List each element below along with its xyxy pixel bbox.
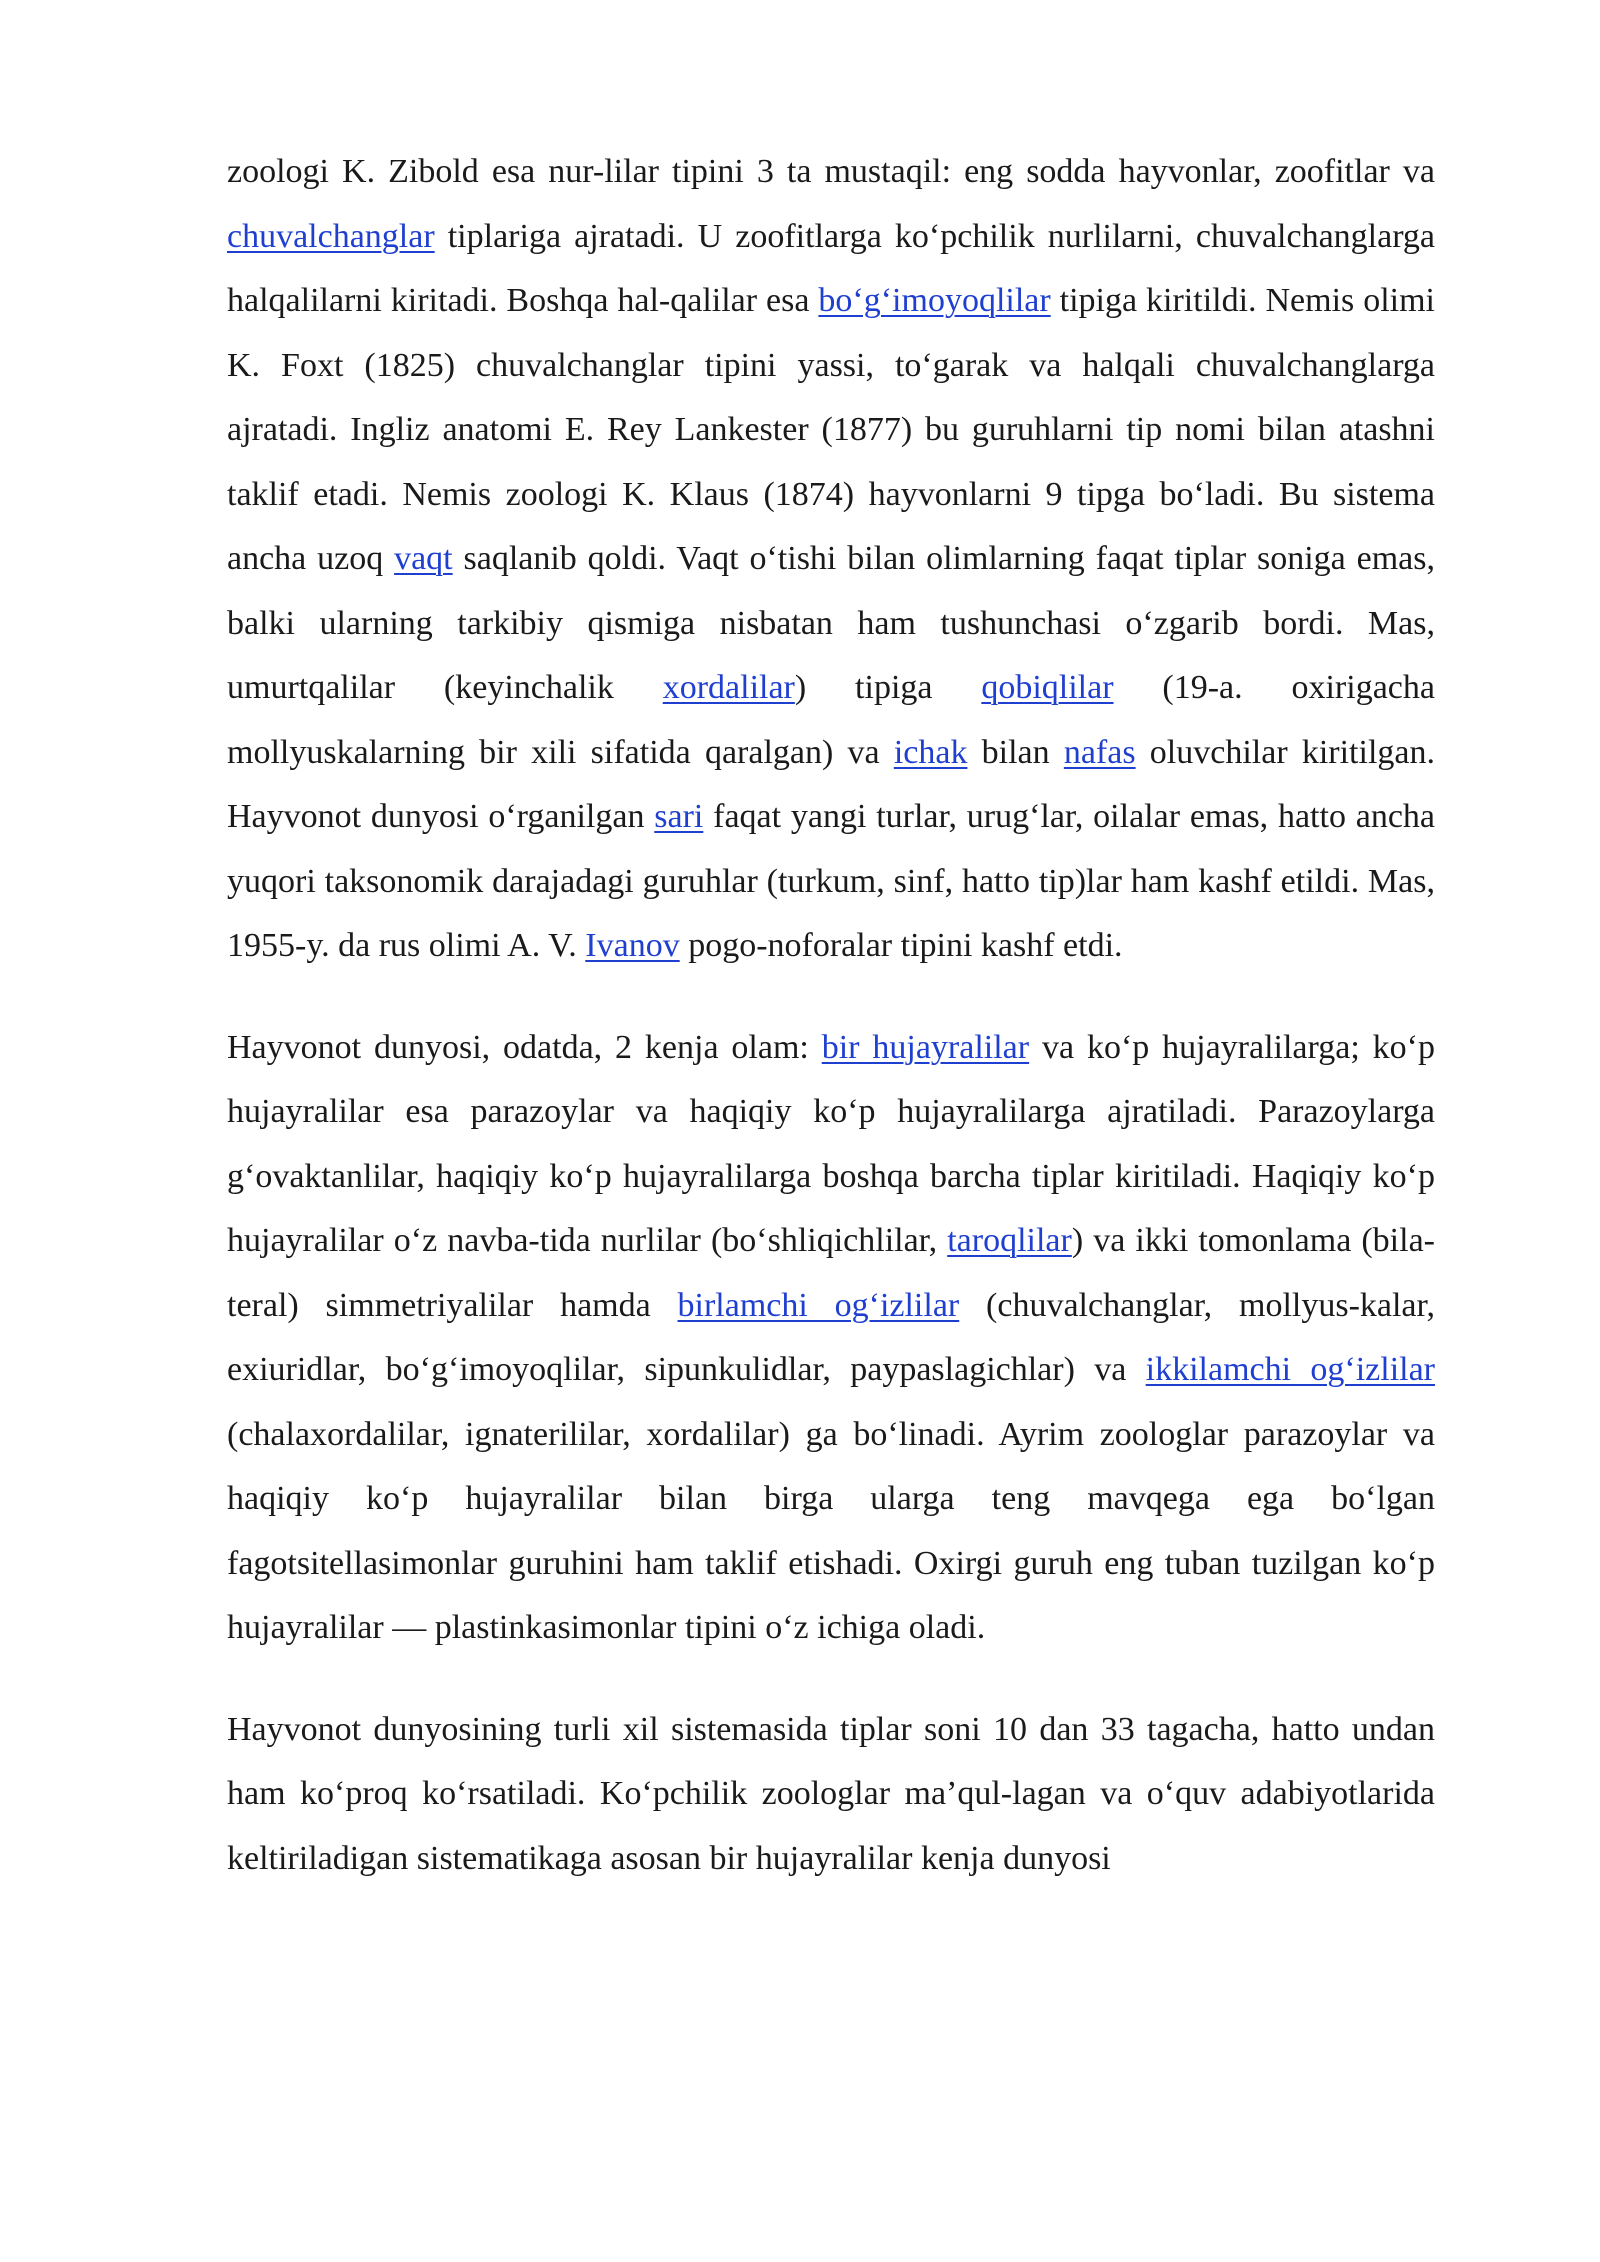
text-run: tiplariga ajratadi. U zoofitlarga ko‘pchilik nurlilarni, chuvalchanglarga halqalilarni kiritadi. Boshqa hal-qalilar esa [227, 217, 1435, 319]
link-taroqlilar[interactable]: taroqlilar [947, 1222, 1072, 1259]
link-ivanov[interactable]: Ivanov [585, 927, 680, 964]
link-ichak[interactable]: ichak [893, 733, 968, 771]
text-run: tipiga kiritildi. Nemis olimi K. Foxt (1825) chuvalchanglar tipini yassi, to‘garak va halqali chuvalchanglarga ajratadi. Ingliz anatomi E. Rey Lankester (1877) bu guruhlarni tip nomi bilan atashni taklif etadi. Nemis zoologi K. Klaus (1874) hayvonlarni 9 tipga bo‘ladi. Bu sistema ancha uzoq [227, 282, 1435, 577]
text-run: (19-a. oxirigacha mollyuskalarning bir xili sifatida qaralgan) va [227, 669, 1435, 771]
paragraph-3 [227, 1698, 1435, 1892]
link-bogimoyoqlilar[interactable]: bo‘g‘imoyoqlilar [818, 282, 1051, 319]
text-run: pogo-noforalar tipini kashf etdi. [679, 927, 1123, 964]
text-run: ) va ikki tomonlama (bila-teral) simmetriyalilar hamda [227, 1222, 1435, 1324]
link-qobiqlilar[interactable]: qobiqlilar [981, 669, 1114, 706]
text-run: Hayvonot dunyosining turli xil sistemasida tiplar soni 10 dan 33 tagacha, hatto undan ham ko‘proq ko‘rsatiladi. Ko‘pchilik zoologlar ma’qul-lagan va o‘quv adabiyotlarida keltiriladigan sistematikaga asosan bir hujayralilar kenja dunyosi [227, 1710, 1435, 1877]
document-page [227, 140, 1435, 1928]
text-run: saqlanib qoldi. Vaqt o‘tishi bilan olimlarning faqat tiplar soniga emas, balki ularning tarkibiy qismiga nisbatan ham tushunchasi o‘zgarib bordi. Mas, umurtqalilar (keyinchalik [227, 540, 1435, 706]
link-bir-hujayralilar[interactable]: bir hujayralilar [821, 1028, 1030, 1066]
link-vaqt[interactable]: vaqt [394, 540, 453, 577]
link-nafas[interactable]: nafas [1063, 733, 1136, 771]
text-run: oluvchilar kiritilgan. Hayvonot dunyosi o‘rganilgan [227, 733, 1435, 835]
link-sari[interactable]: sari [654, 798, 704, 835]
text-run: (chuvalchanglar, mollyus-kalar, exiuridlar, bo‘g‘imoyoqlilar, sipunkulidlar, paypaslagichlar) va [227, 1286, 1435, 1388]
link-xordalilar[interactable]: xordalilar [662, 669, 795, 706]
text-run: faqat yangi turlar, urug‘lar, oilalar emas, hatto ancha yuqori taksonomik darajadagi guruhlar (turkum, sinf, hatto tip)lar ham kashf etildi. Mas, 1955-y. da rus olimi A. V. [227, 798, 1436, 964]
text-run: bilan [967, 733, 1064, 771]
paragraph-1 [227, 140, 1435, 979]
text-run: Hayvonot dunyosi, odatda, 2 kenja olam: [227, 1028, 822, 1066]
text-run: va ko‘p hujayralilarga; ko‘p hujayralilar esa parazoylar va haqiqiy ko‘p hujayralilarga ajratiladi. Parazoylarga g‘ovaktanlilar, haqiqiy ko‘p hujayralilarga boshqa barcha tiplar kiritiladi. Haqiqiy ko‘p hujayralilar o‘z navba-tida nurlilar (bo‘shliqichlilar, [227, 1028, 1435, 1259]
text-run: zoologi K. Zibold esa nur-lilar tipini 3 ta mustaqil: eng sodda hayvonlar, zoofitlar va [227, 153, 1435, 190]
text-run: ) tipiga [794, 669, 982, 706]
text-run: (chalaxordalilar, ignaterililar, xordalilar) ga bo‘linadi. Ayrim zoologlar parazoylar va haqiqiy ko‘p hujayralilar bilan birga ularga teng mavqega ega bo‘lgan fagotsitellasimonlar guruhini ham taklif etishadi. Oxirgi guruh eng tuban tuzilgan ko‘p hujayralilar — plastinkasimonlar tipini o‘z ichiga oladi. [227, 1415, 1435, 1646]
link-birlamchi-ogizlilar[interactable]: birlamchi og‘izlilar [677, 1286, 960, 1324]
link-chuvalchanglar[interactable]: chuvalchanglar [227, 217, 435, 255]
paragraph-2 [227, 1016, 1435, 1661]
link-ikkilamchi-ogizlilar[interactable]: ikkilamchi og‘izlilar [1145, 1351, 1435, 1388]
